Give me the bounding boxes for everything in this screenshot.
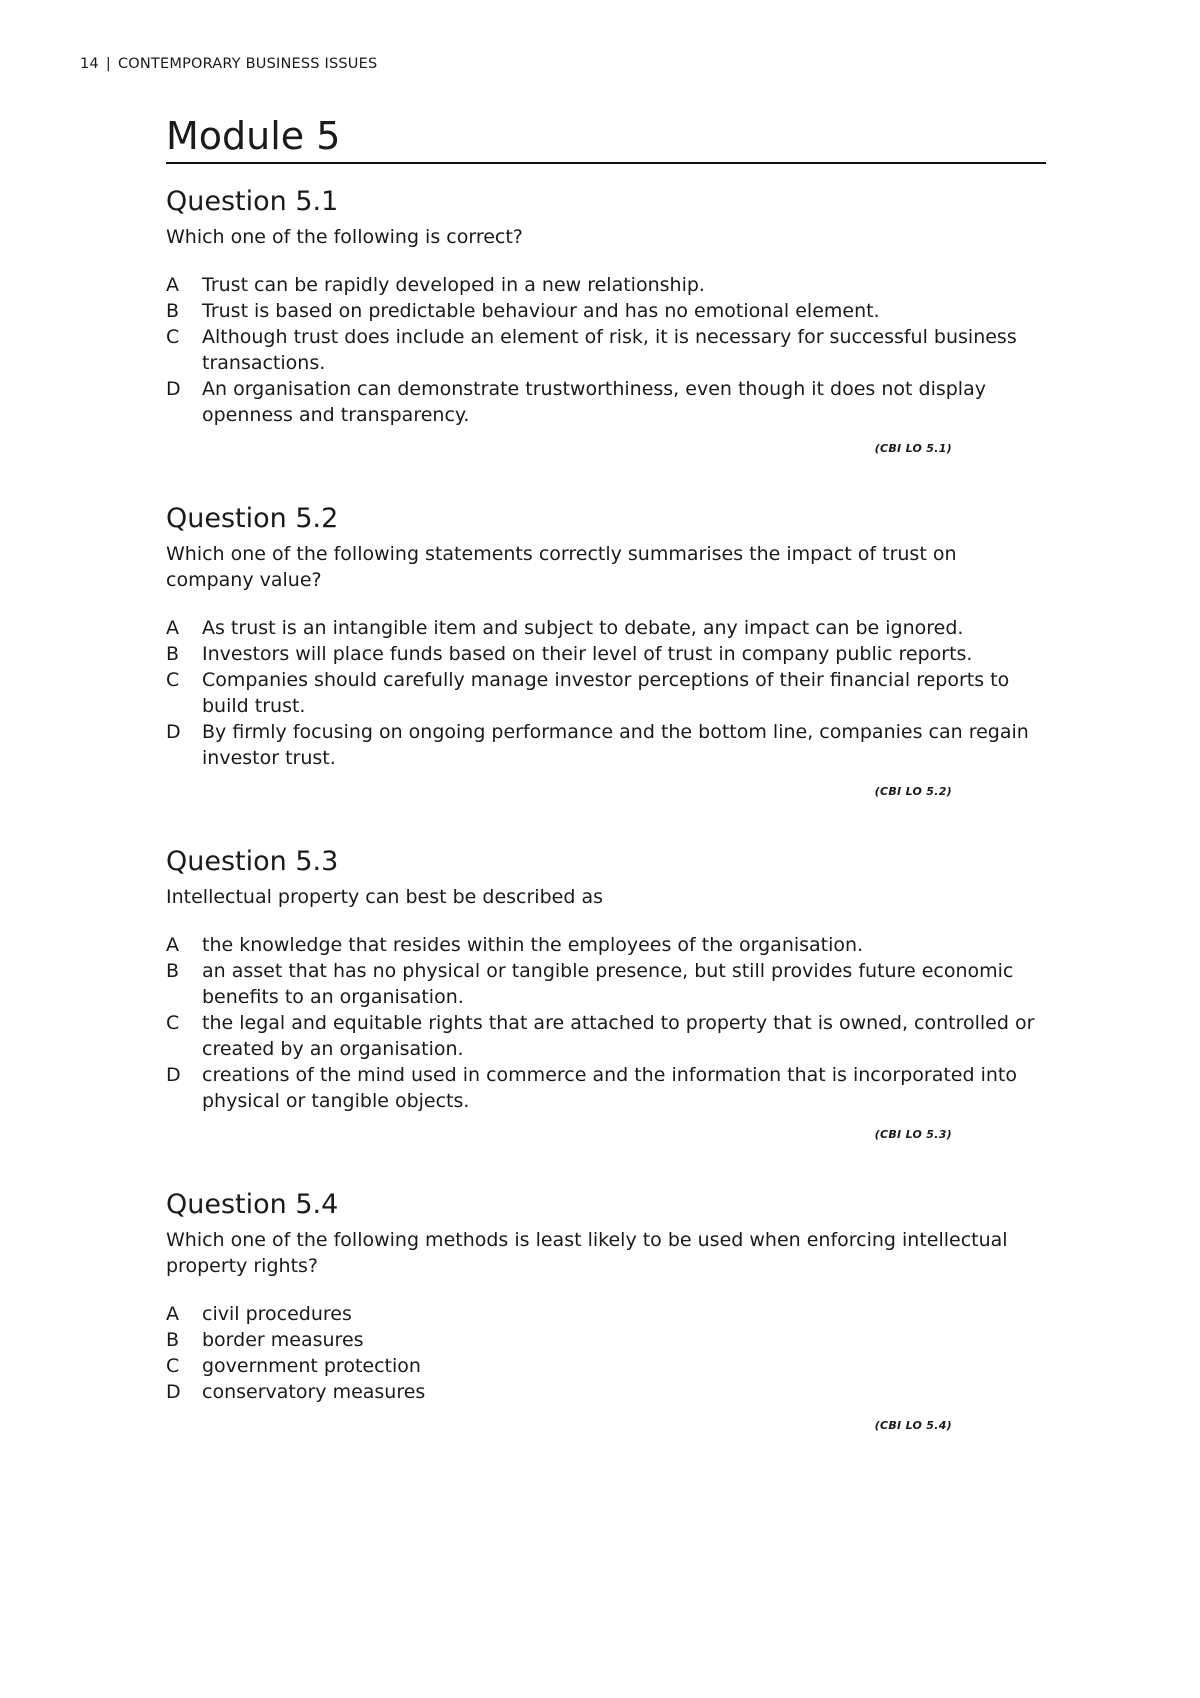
book-title: CONTEMPORARY BUSINESS ISSUES [117, 56, 378, 72]
module-title: Module 5 [166, 112, 1046, 164]
question-stem: Which one of the following statements correctly summarises the impact of trust on company value? [166, 543, 957, 591]
option-letter: C [166, 326, 180, 348]
learning-objective-ref: (CBI LO 5.3) [874, 1128, 952, 1141]
option-b [166, 641, 1048, 667]
option-letter: C [166, 1355, 180, 1377]
option-letter: B [166, 643, 180, 665]
option-letter: A [166, 1303, 179, 1325]
option-letter: A [166, 934, 179, 956]
question-5-1 [166, 184, 1048, 455]
option-text: conservatory measures [202, 1381, 426, 1403]
option-text: As trust is an intangible item and subject to debate, any impact can be ignored. [202, 617, 964, 639]
question-title: Question 5.2 [166, 503, 339, 534]
option-b [166, 958, 1048, 1010]
option-b [166, 298, 1048, 324]
option-a [166, 932, 1048, 958]
learning-objective-ref: (CBI LO 5.2) [874, 785, 952, 798]
option-text: An organisation can demonstrate trustworthiness, even though it does not display openness and transparency. [202, 378, 986, 426]
answer-options [166, 932, 1048, 1114]
option-text: border measures [202, 1329, 364, 1351]
option-letter: D [166, 1064, 181, 1086]
option-text: Although trust does include an element of risk, it is necessary for successful business transactions. [202, 326, 1017, 374]
learning-objective-ref: (CBI LO 5.1) [874, 442, 952, 455]
page-number: 14 [80, 56, 99, 72]
option-text: an asset that has no physical or tangible presence, but still provides future economic benefits to an organisation. [202, 960, 1014, 1008]
answer-options [166, 615, 1048, 771]
option-text: By firmly focusing on ongoing performance and the bottom line, companies can regain investor trust. [202, 721, 1029, 769]
option-a [166, 1301, 1048, 1327]
answer-options [166, 272, 1048, 428]
question-stem: Which one of the following methods is least likely to be used when enforcing intellectual property rights? [166, 1229, 1008, 1277]
option-letter: B [166, 300, 180, 322]
option-c [166, 667, 1048, 719]
option-text: civil procedures [202, 1303, 352, 1325]
option-c [166, 1010, 1048, 1062]
option-text: Companies should carefully manage investor perceptions of their financial reports to build trust. [202, 669, 1010, 717]
header-separator: | [105, 56, 111, 72]
option-text: the legal and equitable rights that are attached to property that is owned, controlled or created by an organisation. [202, 1012, 1035, 1060]
option-letter: C [166, 669, 180, 691]
option-letter: D [166, 1381, 181, 1403]
option-letter: A [166, 274, 179, 296]
option-letter: B [166, 960, 180, 982]
option-text: Investors will place funds based on their level of trust in company public reports. [202, 643, 973, 665]
option-text: the knowledge that resides within the employees of the organisation. [202, 934, 864, 956]
option-d [166, 1062, 1048, 1114]
question-5-2 [166, 501, 1048, 798]
option-text: government protection [202, 1355, 421, 1377]
option-d [166, 1379, 1048, 1405]
option-d [166, 719, 1048, 771]
page-content [166, 112, 1048, 1432]
option-c [166, 1353, 1048, 1379]
question-5-4 [166, 1187, 1048, 1432]
option-letter: D [166, 378, 181, 400]
learning-objective-ref: (CBI LO 5.4) [874, 1419, 952, 1432]
question-title: Question 5.1 [166, 186, 339, 217]
option-a [166, 272, 1048, 298]
option-b [166, 1327, 1048, 1353]
running-header [80, 56, 377, 72]
option-letter: D [166, 721, 181, 743]
option-a [166, 615, 1048, 641]
question-title: Question 5.3 [166, 846, 339, 877]
question-stem: Which one of the following is correct? [166, 226, 523, 248]
option-c [166, 324, 1048, 376]
question-title: Question 5.4 [166, 1189, 339, 1220]
question-stem: Intellectual property can best be described as [166, 886, 603, 908]
question-5-3 [166, 844, 1048, 1141]
option-letter: A [166, 617, 179, 639]
option-text: Trust can be rapidly developed in a new relationship. [202, 274, 705, 296]
option-d [166, 376, 1048, 428]
answer-options [166, 1301, 1048, 1405]
option-letter: C [166, 1012, 180, 1034]
option-letter: B [166, 1329, 180, 1351]
option-text: creations of the mind used in commerce and the information that is incorporated into physical or tangible objects. [202, 1064, 1017, 1112]
option-text: Trust is based on predictable behaviour and has no emotional element. [202, 300, 880, 322]
